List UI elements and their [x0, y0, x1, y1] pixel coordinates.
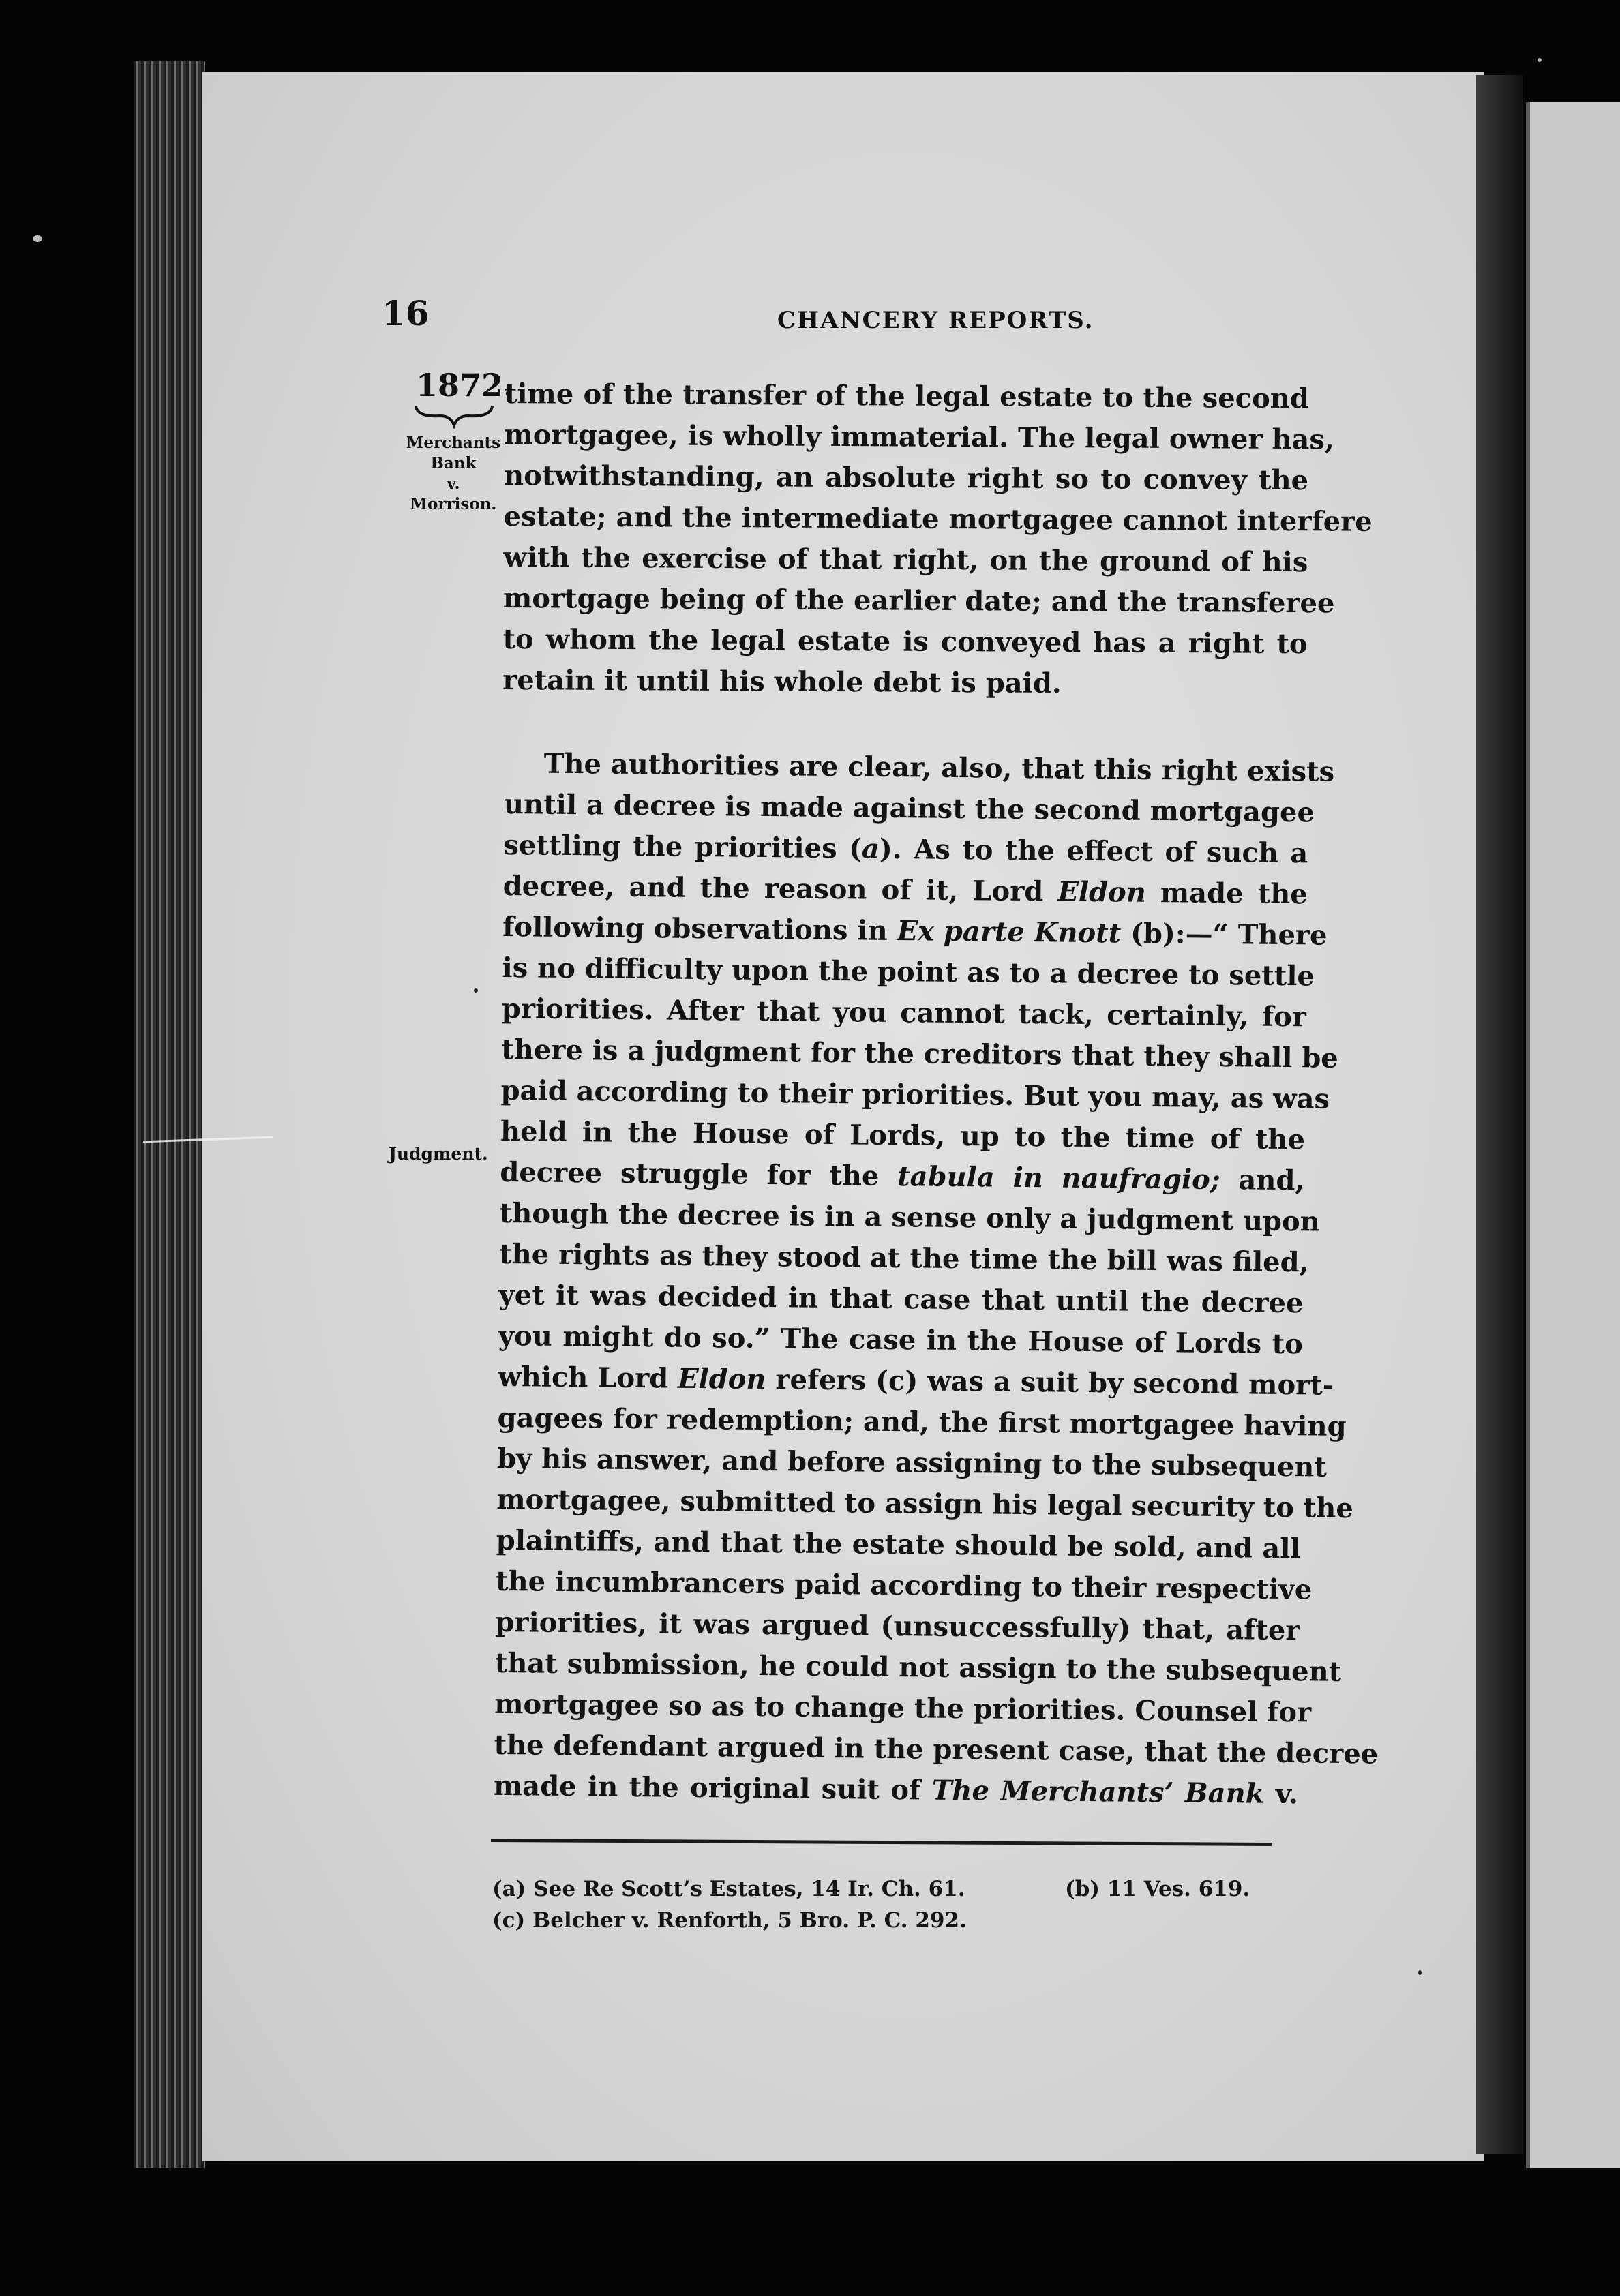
text-line: time of the transfer of the legal estate to the second [504, 377, 1309, 415]
footnote-row [492, 1873, 1276, 1905]
footnote-b: (b) 11 Ves. 619. [1065, 1877, 1250, 1901]
brace-icon [413, 402, 495, 429]
text-run: v. [1264, 1777, 1299, 1811]
margin-case-line: Bank [430, 454, 477, 472]
scan-speck [33, 235, 42, 242]
text-line: The authorities are clear, also, that this right exists [543, 747, 1335, 788]
text-line: with the exercise of that right, on the ground of his [503, 541, 1308, 579]
footnote-c: (c) Belcher v. Renforth, 5 Bro. P. C. 292. [492, 1908, 967, 1933]
text-run: ). As to the effect of such a [879, 832, 1308, 870]
text-line: the rights as they stood at the time the bill was filed, [498, 1237, 1309, 1279]
footnote-row [492, 1905, 1276, 1936]
text-line: mortgagee so as to change the priorities. Counsel for [494, 1687, 1312, 1729]
text-line: held in the House of Lords, up to the time of the [500, 1115, 1306, 1156]
text-line: notwithstanding, an absolute right so to convey the [503, 459, 1309, 497]
text-line: the defendant argued in the present case, that the decree [494, 1728, 1379, 1770]
margin-year: 1872. [416, 367, 515, 404]
text-line: to whom the legal estate is conveyed has a right to [502, 622, 1308, 661]
facing-page [1526, 102, 1620, 2168]
text-line: the incumbrancers paid according to their respective [495, 1565, 1312, 1606]
text-line: gagees for redemption; and, the first mortgagee having [497, 1401, 1347, 1442]
footnote-a: (a) See Re Scott’s Estates, 14 Ir. Ch. 61. [492, 1877, 965, 1901]
text-run: following observations in [502, 910, 897, 948]
text-line: estate; and the intermediate mortgagee cannot interfere [503, 500, 1372, 538]
text-run: and, [1220, 1164, 1305, 1197]
margin-case-line: Morrison. [410, 495, 497, 513]
text-line: plaintiffs, and that the estate should be sold, and all [496, 1524, 1301, 1565]
italic-ref: a [861, 832, 880, 865]
text-line: mortgagee, is wholly immaterial. The legal owner has, [504, 418, 1335, 456]
scan-speck [1418, 1970, 1422, 1975]
page-header [382, 293, 1316, 341]
book-gutter [1476, 75, 1522, 2154]
italic-phrase: tabula in naufragio; [897, 1160, 1220, 1196]
text-line: mortgagee, submitted to assign his legal security to the [496, 1483, 1354, 1525]
page-number: 16 [382, 293, 430, 333]
italic-name: Eldon [677, 1362, 766, 1396]
text-run: refers (c) was a suit by second mort- [766, 1363, 1334, 1402]
scan-speck [474, 988, 478, 993]
text-run: made the [1145, 876, 1308, 911]
paragraph-2 [493, 743, 1379, 1815]
text-line: mortgage being of the earlier date; and the transferee [502, 581, 1335, 620]
text-line: priorities, it was argued (unsuccessfully) that, after [495, 1605, 1300, 1647]
text-line [494, 1766, 1299, 1815]
running-head: CHANCERY REPORTS. [777, 307, 1094, 334]
text-line: paid according to their priorities. But you may, as was [500, 1074, 1330, 1115]
text-run: which Lord [498, 1360, 678, 1395]
text-run: (b):—“ There [1120, 917, 1328, 952]
margin-case-name [392, 433, 515, 515]
text-line: retain it until his whole debt is paid. [502, 663, 1062, 699]
text-run: settling the priorities ( [503, 828, 862, 865]
margin-case-line: v. [447, 474, 460, 493]
italic-case: The Merchants’ Bank [931, 1774, 1265, 1810]
text-line: by his answer, and before assigning to the subsequent [496, 1442, 1328, 1483]
text-line: though the decree is in a sense only a judgment upon [499, 1196, 1321, 1238]
footnotes [492, 1873, 1276, 1936]
text-run: decree, and the reason of it, Lord [502, 869, 1058, 908]
text-line: yet it was decided in that case that until the decree [498, 1278, 1304, 1320]
facing-page-edge [1526, 102, 1530, 2168]
book-page-edges [134, 61, 205, 2168]
text-line: until a decree is made against the second mortgagee [503, 787, 1315, 829]
margin-case-line: Merchants [406, 434, 501, 452]
text-run: made in the original suit of [493, 1769, 932, 1807]
text-line: you might do so.” The case in the House of Lords to [498, 1319, 1304, 1361]
italic-case: Ex parte Knott [897, 915, 1122, 950]
text-line: is no difficulty upon the point as to a decree to settle [502, 951, 1315, 993]
scan-speck [1537, 58, 1542, 62]
text-run: decree struggle for the [500, 1155, 898, 1193]
text-line: that submission, he could not assign to the subsequent [494, 1646, 1342, 1688]
italic-name: Eldon [1058, 875, 1147, 909]
text-line: priorities. After that you cannot tack, certainly, for [501, 992, 1307, 1033]
paragraph-1 [502, 374, 1372, 706]
margin-judgment-label: Judgment. [389, 1144, 488, 1164]
text-line: there is a judgment for the creditors that they shall be [501, 1033, 1339, 1074]
